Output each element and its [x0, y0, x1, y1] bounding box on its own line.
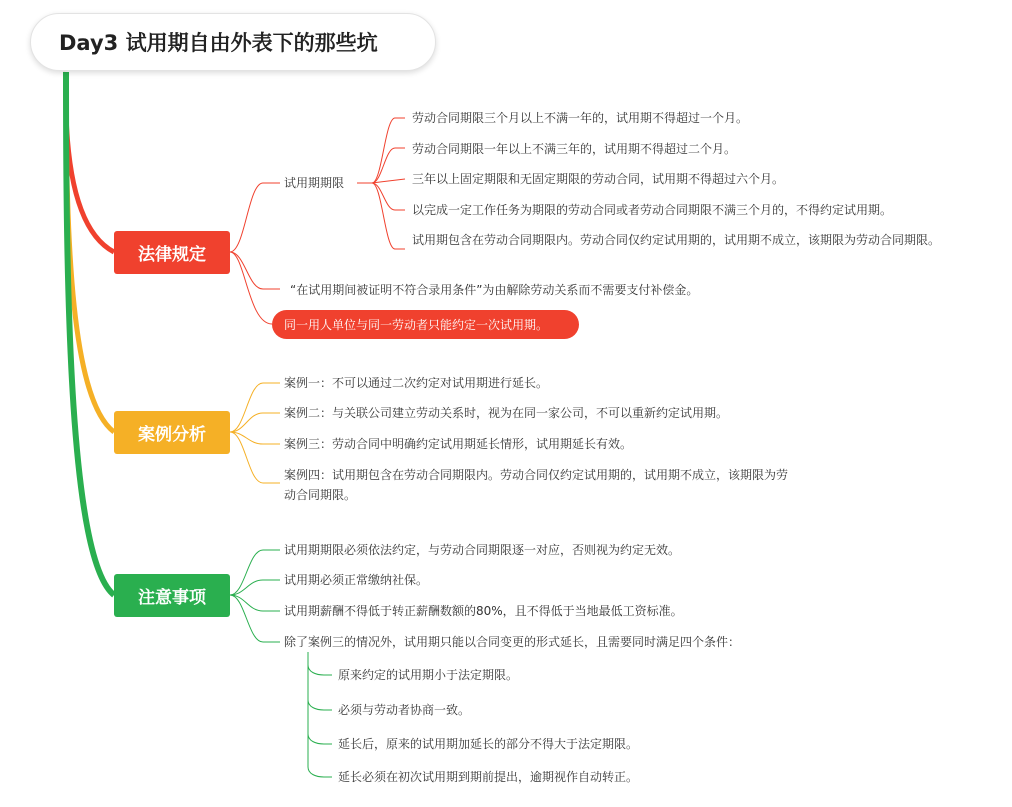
topic-period-item[interactable]: 劳动合同期限三个月以上不满一年的，试用期不得超过一个月。 — [412, 111, 749, 125]
topic-case-item[interactable]: 案例三：劳动合同中明确约定试用期延长情形，试用期延长有效。 — [284, 437, 633, 451]
topic-period-label[interactable]: 试用期期限 — [284, 176, 345, 190]
topic-condition-item[interactable]: 原来约定的试用期小于法定期限。 — [338, 668, 519, 682]
topic-highlight[interactable]: 同一用人单位与同一劳动者只能约定一次试用期。 — [272, 310, 579, 339]
topic-note-item[interactable]: 试用期必须正常缴纳社保。 — [284, 573, 429, 587]
topic-case-item[interactable]: 案例二：与关联公司建立劳动关系时，视为在同一家公司，不可以重新约定试用期。 — [284, 406, 729, 420]
topic-condition-item[interactable]: 必须与劳动者协商一致。 — [338, 703, 471, 717]
topic-case-item[interactable]: 案例四：试用期包含在劳动合同期限内。劳动合同仅约定试用期的，试用期不成立，该期限为劳动合同期限。 — [284, 468, 789, 502]
topic-period-item[interactable]: 以完成一定工作任务为期限的劳动合同或者劳动合同期限不满三个月的，不得约定试用期。 — [412, 203, 893, 217]
topic-case-item[interactable]: 案例一：不可以通过二次约定对试用期进行延长。 — [284, 376, 549, 390]
topic-note-item[interactable]: 试用期薪酬不得低于转正薪酬数额的80%，且不得低于当地最低工资标准。 — [284, 604, 683, 618]
trunk-law — [66, 72, 114, 252]
topic-note-item[interactable]: 除了案例三的情况外，试用期只能以合同变更的形式延长，且需要同时满足四个条件： — [284, 635, 741, 649]
branch-case[interactable]: 案例分析 — [114, 411, 230, 454]
branch-law[interactable]: 法律规定 — [114, 231, 230, 274]
topic-dismissal[interactable]: “在试用期间被证明不符合录用条件”为由解除劳动关系而不需要支付补偿金。 — [290, 283, 699, 297]
topic-period-item[interactable]: 试用期包含在劳动合同期限内。劳动合同仅约定试用期的，试用期不成立，该期限为劳动合同期限。 — [412, 233, 941, 247]
topic-note-item[interactable]: 试用期期限必须依法约定，与劳动合同期限逐一对应，否则视为约定无效。 — [284, 543, 681, 557]
topic-period-item[interactable]: 三年以上固定期限和无固定期限的劳动合同，试用期不得超过六个月。 — [412, 172, 785, 186]
trunk-note — [66, 72, 114, 595]
topic-condition-item[interactable]: 延长后，原来的试用期加延长的部分不得大于法定期限。 — [338, 737, 639, 751]
branch-note[interactable]: 注意事项 — [114, 574, 230, 617]
topic-condition-item[interactable]: 延长必须在初次试用期到期前提出，逾期视作自动转正。 — [338, 770, 639, 784]
root-title[interactable]: Day3 试用期自由外表下的那些坑 — [30, 13, 436, 71]
topic-period-item[interactable]: 劳动合同期限一年以上不满三年的，试用期不得超过二个月。 — [412, 142, 737, 156]
